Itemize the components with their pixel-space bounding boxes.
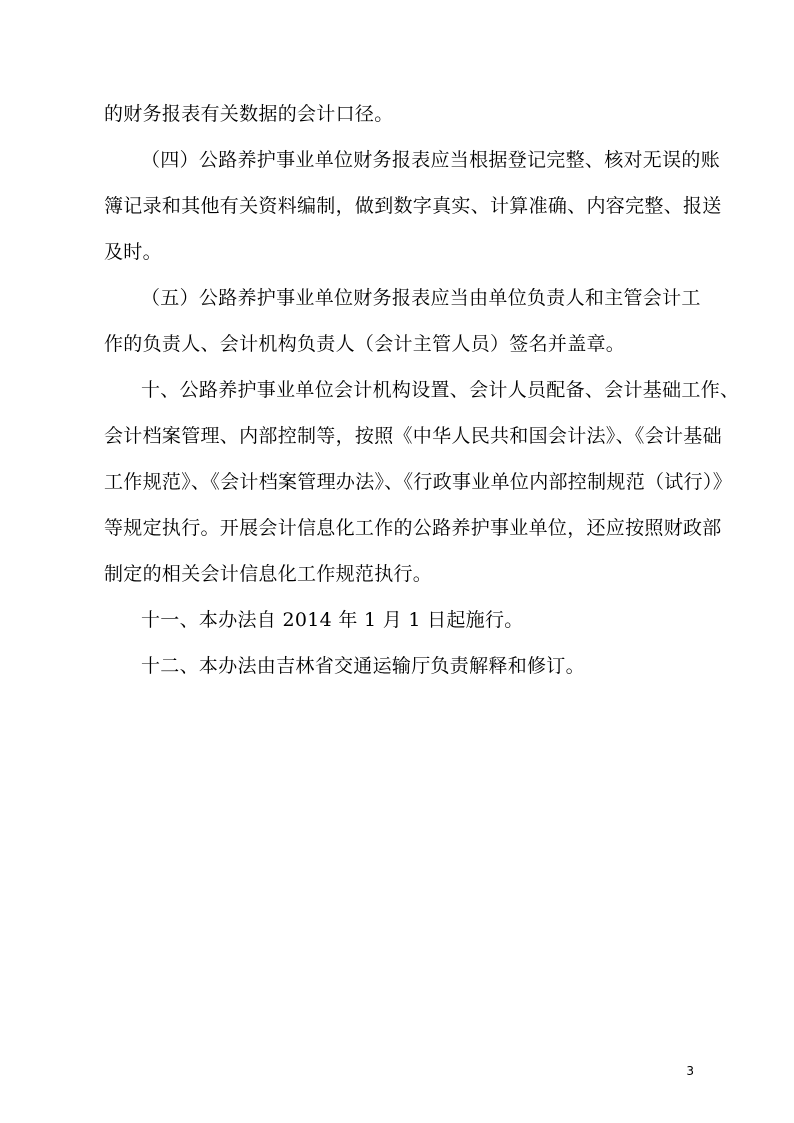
text-line: 作的负责人、会计机构负责人（会计主管人员）签名并盖章。 xyxy=(104,333,626,355)
text-line: 等规定执行。开展会计信息化工作的公路养护事业单位，还应按照财政部 xyxy=(104,517,722,539)
page-number: 3 xyxy=(686,1064,694,1078)
text-line: 制定的相关会计信息化工作规范执行。 xyxy=(104,563,433,585)
text-line: 会计档案管理、内部控制等，按照《中华人民共和国会计法》、《会计基础 xyxy=(104,425,722,447)
text-line: （五）公路养护事业单位财务报表应当由单位负责人和主管会计工 xyxy=(141,287,701,309)
text-line: 及时。 xyxy=(104,241,162,263)
text-line: 十、公路养护事业单位会计机构设置、会计人员配备、会计基础工作、 xyxy=(141,379,740,401)
text-line: 工作规范》、《会计档案管理办法》、《行政事业单位内部控制规范（试行）》 xyxy=(104,471,733,493)
text-line: 簿记录和其他有关资料编制，做到数字真实、计算准确、内容完整、报送 xyxy=(104,195,722,217)
text-line: 的财务报表有关数据的会计口径。 xyxy=(104,103,394,125)
text-line: 十一、本办法自 2014 年 1 月 1 日起施行。 xyxy=(141,609,524,631)
text-line: （四）公路养护事业单位财务报表应当根据登记完整、核对无误的账 xyxy=(141,149,721,171)
text-line: 十二、本办法由吉林省交通运输厅负责解释和修订。 xyxy=(141,655,585,677)
